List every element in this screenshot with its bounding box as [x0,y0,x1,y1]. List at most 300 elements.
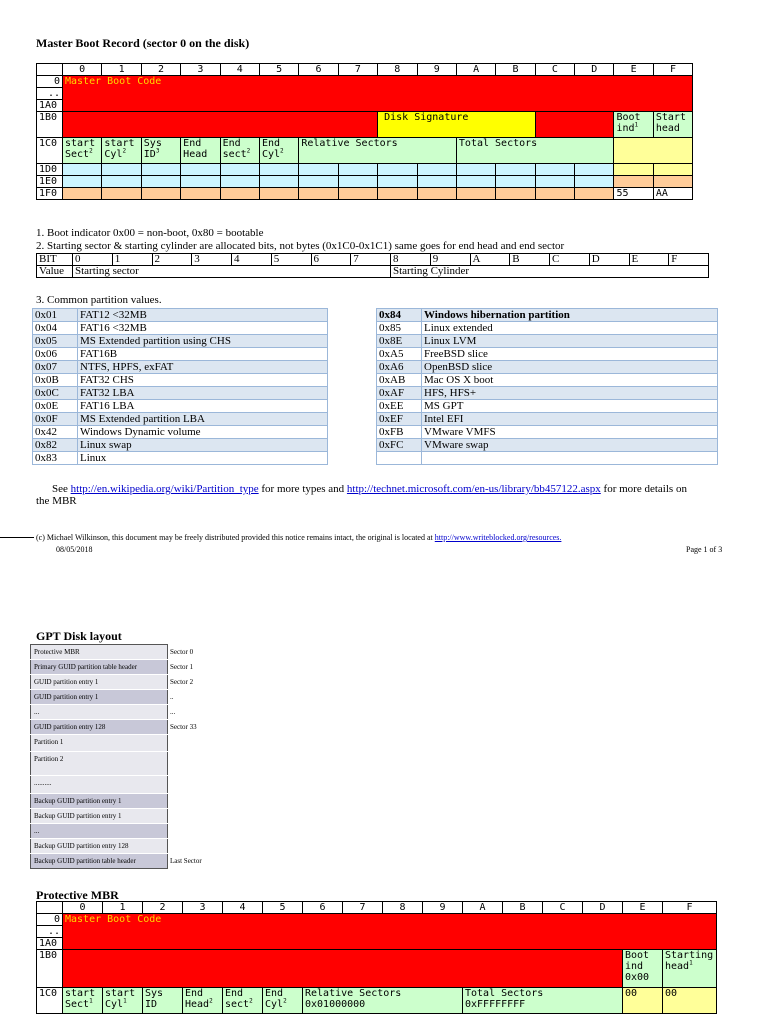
col-header: C [543,902,583,914]
bit-cell: A [470,254,510,266]
byte-cell [259,176,298,188]
byte-cell [378,176,417,188]
partition-row [377,374,718,387]
byte-cell [141,188,180,200]
byte-cell [456,164,495,176]
byte-cell [181,164,220,176]
gpt-row [31,809,205,824]
end-sect-cell: End sect$^2$ [220,138,259,164]
mbr-row-1e0 [37,176,693,188]
byte-cell [653,176,692,188]
partition-type: FAT16 <32MB [78,322,328,335]
protective-boot-code: Master Boot Code [63,914,717,950]
gpt-row [31,735,205,752]
bit-cell: 1 [112,254,152,266]
partition-code: 0x04 [33,322,78,335]
partition-type: Linux [78,452,328,465]
mbr-header-row [37,64,693,76]
protective-starting-head: Starting head$^1$ [663,950,717,988]
row-label: 1F0 [37,188,63,200]
partition-row [33,413,328,426]
gpt-sector-label: Sector 2 [168,675,205,690]
mbr-row-0 [37,76,693,88]
col-header: F [653,64,692,76]
pm-end-sect: End sect$^2$ [223,988,263,1014]
pm-end-head-label: End Head [185,988,210,1010]
gpt-block: Backup GUID partition entry 128 [31,839,168,854]
row-label: 1D0 [37,164,63,176]
partition-row [33,400,328,413]
col-header: A [463,902,503,914]
mbr-row-1f0 [37,188,693,200]
total-sectors-cell: Total Sectors [456,138,614,164]
start-sect-label: start Sect [65,138,96,160]
col-header: 3 [183,902,223,914]
see-mid: for more types and [258,483,347,495]
partition-row [377,348,718,361]
gpt-sector-label [168,776,205,794]
footer-notice [36,533,561,543]
boot-ind-cell: Boot ind$^1$ [614,112,653,138]
partition-table-left [32,308,328,465]
pm-next-00b: 00 [663,988,717,1014]
end-cyl-label: End Cyl [261,138,281,160]
gpt-row [31,690,205,705]
byte-cell [575,176,614,188]
pm-relative-sectors [303,988,463,1014]
pm-end-sect-label: End sect [225,988,250,1010]
signature-aa: AA [653,188,692,200]
protective-mbr-table [36,901,717,1014]
partition-type: FAT16 LBA [78,400,328,413]
byte-cell [299,188,338,200]
byte-cell [378,164,417,176]
byte-cell [338,176,377,188]
gpt-row [31,776,205,794]
partition-code: 0xEF [377,413,422,426]
bit-cell: E [629,254,669,266]
byte-cell [417,164,456,176]
see-end2: the MBR [36,495,77,507]
partition-type: FreeBSD slice [422,348,718,361]
partition-row [33,374,328,387]
mbr-title: Master Boot Record (sector 0 on the disk) [36,36,250,50]
col-header: 5 [263,902,303,914]
value-row [37,266,709,278]
partition-code: 0x0C [33,387,78,400]
byte-cell [456,188,495,200]
partition-row [377,322,718,335]
bit-cell: 9 [430,254,470,266]
row-label: 0 [37,914,63,926]
row-label: 1B0 [37,950,63,988]
note-2: 2. Starting sector & starting cylinder are allocated bits, not bytes (0x1C0-0x1C1) same goes for end head and end sector [36,240,565,252]
note-3-text: 3. Common partition values. [36,294,162,306]
gpt-block: Partition 1 [31,735,168,752]
col-header: D [583,902,623,914]
byte-cell [63,164,102,176]
col-header: 0 [63,64,102,76]
partition-table-right [376,308,718,465]
bit-cell: F [669,254,709,266]
partition-type: MS Extended partition LBA [78,413,328,426]
gpt-block: Backup GUID partition entry 1 [31,809,168,824]
byte-cell [417,188,456,200]
byte-cell [220,188,259,200]
col-header: 7 [343,902,383,914]
gpt-sector-label [168,752,205,776]
col-header: E [614,64,653,76]
col-header: 4 [223,902,263,914]
bit-cell: 3 [192,254,232,266]
partition-row [33,335,328,348]
partition-code: 0x84 [377,309,422,322]
partition-row [33,426,328,439]
partition-type: HFS, HFS+ [422,387,718,400]
partition-code: 0x42 [33,426,78,439]
technet-link[interactable]: http://technet.microsoft.com/en-us/library/bb457122.aspx [346,483,601,495]
gpt-sector-label [168,735,205,752]
byte-cell [614,164,653,176]
byte-cell [63,188,102,200]
byte-cell [299,164,338,176]
pm-total-sectors [463,988,623,1014]
gpt-row [31,854,205,869]
see-end: for more details on [600,483,687,495]
col-header: 6 [299,64,338,76]
bit-cell: D [589,254,629,266]
corner-cell [37,902,63,914]
partition-type [422,452,718,465]
pm-total-label: Total Sectors [465,988,544,999]
partition-type: NTFS, HPFS, exFAT [78,361,328,374]
byte-cell [220,176,259,188]
partition-row [33,452,328,465]
bit-cell: B [510,254,550,266]
bit-cell: C [550,254,590,266]
bit-cell: 4 [232,254,272,266]
partition-row [377,309,718,322]
gpt-sector-label [168,794,205,809]
partition-type: Intel EFI [422,413,718,426]
partition-type: Linux extended [422,322,718,335]
byte-cell [535,164,574,176]
byte-cell [575,164,614,176]
pm-relative-label: Relative Sectors [305,988,402,999]
byte-cell [102,164,141,176]
bit-table [36,253,709,278]
gpt-sector-label: Last Sector [168,854,205,869]
byte-cell [102,188,141,200]
byte-cell [141,164,180,176]
partition-type: VMware swap [422,439,718,452]
partition-type: FAT12 <32MB [78,309,328,322]
partition-code: 0xAF [377,387,422,400]
bit-row [37,254,709,266]
row-label: .. [37,88,63,100]
byte-cell [259,164,298,176]
partition-type: Windows Dynamic volume [78,426,328,439]
partition-type: Mac OS X boot [422,374,718,387]
partition-type: OpenBSD slice [422,361,718,374]
col-header: 1 [102,64,141,76]
boot-code-tail [63,112,378,138]
bit-cell: 0 [73,254,113,266]
bit-cell: 5 [271,254,311,266]
partition-code: 0x0E [33,400,78,413]
protective-title: Protective MBR [36,888,119,902]
gpt-sector-label: Sector 33 [168,720,205,735]
footer-date: 08/05/2018 [56,545,93,554]
partition-type: Linux LVM [422,335,718,348]
partition-code: 0x01 [33,309,78,322]
end-sect-label: End sect [222,138,247,160]
pm-total-value: 0xFFFFFFFF [465,999,526,1010]
partition-type: Windows hibernation partition [422,309,718,322]
disk-signature: Disk Signature [378,112,536,138]
partition-code: 0x85 [377,322,422,335]
writeblocked-link[interactable]: http://www.writeblocked.org/resources. [434,533,562,542]
bit-label: BIT [37,254,73,266]
gpt-sector-label [168,809,205,824]
partition-code: 0x8E [377,335,422,348]
partition-type: MS GPT [422,400,718,413]
byte-cell [338,188,377,200]
col-header: 4 [220,64,259,76]
boot-ind-label: Boot ind [616,112,641,134]
gpt-sector-label [168,824,205,839]
starting-head-label: Starting head [665,950,714,972]
protective-boot-ind: Boot ind 0x00 [623,950,663,988]
pm-start-sect-label: start Sect [65,988,96,1010]
row-label: 1E0 [37,176,63,188]
gpt-block: Backup GUID partition entry 1 [31,794,168,809]
gpt-block: .......... [31,776,168,794]
starting-cylinder: Starting Cylinder [391,266,709,278]
col-header: C [535,64,574,76]
partition-row [33,322,328,335]
col-header: 9 [417,64,456,76]
byte-cell [259,188,298,200]
col-header: A [456,64,495,76]
bit-cell: 2 [152,254,192,266]
partition-row [377,361,718,374]
partition-code: 0x82 [33,439,78,452]
gpt-row [31,660,205,675]
pm-start-cyl-label: start Cyl [105,988,136,1010]
gpt-block: Backup GUID partition table header [31,854,168,869]
wikipedia-link[interactable]: http://en.wikipedia.org/wiki/Partition_type [70,483,259,495]
pm-relative-value: 0x01000000 [305,999,366,1010]
mbr-row-1b0 [37,112,693,138]
pm-sys-id: Sys ID [143,988,183,1014]
col-header: E [623,902,663,914]
corner-cell [37,64,63,76]
partition-code: 0x0B [33,374,78,387]
see-text: See [52,483,71,495]
gpt-block: ... [31,705,168,720]
col-header: 2 [141,64,180,76]
partition-row [377,335,718,348]
relative-sectors-cell: Relative Sectors [299,138,457,164]
partition-row [377,400,718,413]
end-head-cell: End Head [181,138,220,164]
gpt-row [31,720,205,735]
col-header: 0 [63,902,103,914]
partition-code: 0xEE [377,400,422,413]
start-head-cell: Start head [653,112,692,138]
sys-id-label: Sys ID [143,138,162,160]
partition-row [33,309,328,322]
partition-row [377,413,718,426]
gpt-row [31,839,205,854]
byte-cell [102,176,141,188]
byte-cell [535,176,574,188]
byte-cell [535,188,574,200]
partition-code: 0xA5 [377,348,422,361]
note-3 [36,294,162,306]
col-header: 7 [338,64,377,76]
gpt-block: GUID partition entry 128 [31,720,168,735]
partition-row [377,452,718,465]
note-1: 1. Boot indicator 0x00 = non-boot, 0x80 = bootable [36,227,264,239]
footer-notice-text: (c) Michael Wilkinson, this document may be freely distributed provided this notice remains intact, the original is located at [36,533,435,542]
partition-row [377,439,718,452]
row-label: .. [37,926,63,938]
partition-type: VMware VMFS [422,426,718,439]
partition-row [33,439,328,452]
gpt-row [31,705,205,720]
byte-cell [575,188,614,200]
sys-id-cell: Sys $ID^3$ [141,138,180,164]
byte-cell [456,176,495,188]
pm-end-cyl-label: End Cyl [265,988,284,1010]
gpt-layout-table [30,644,205,869]
row-label: 1A0 [37,938,63,950]
footer-rule [0,537,34,538]
reserved-cell [535,112,614,138]
gpt-row [31,675,205,690]
byte-cell [338,164,377,176]
partition-type: FAT16B [78,348,328,361]
mbr-row-1c0 [37,138,693,164]
next-entry-cell [614,138,693,164]
row-label: 1B0 [37,112,63,138]
row-label: 1C0 [37,138,63,164]
value-label: Value [37,266,73,278]
partition-code: 0x06 [33,348,78,361]
partition-code: 0xA6 [377,361,422,374]
col-header: 1 [103,902,143,914]
col-header: B [496,64,535,76]
col-header: 8 [378,64,417,76]
protective-header-row [37,902,717,914]
partition-type: Linux swap [78,439,328,452]
partition-type: FAT32 LBA [78,387,328,400]
see-also [36,483,736,507]
pm-next-00a: 00 [623,988,663,1014]
gpt-block: GUID partition entry 1 [31,690,168,705]
byte-cell [496,164,535,176]
col-header: 8 [383,902,423,914]
pm-start-sect: start Sect$^1$ [63,988,103,1014]
gpt-block: Protective MBR [31,645,168,660]
col-header: 2 [143,902,183,914]
gpt-row [31,824,205,839]
end-cyl-cell: End Cyl$^2$ [259,138,298,164]
byte-cell [496,188,535,200]
pm-end-cyl: End Cyl$^2$ [263,988,303,1014]
partition-code: 0x07 [33,361,78,374]
partition-code: 0xFC [377,439,422,452]
partition-type: MS Extended partition using CHS [78,335,328,348]
byte-cell [299,176,338,188]
gpt-row [31,794,205,809]
gpt-block: ... [31,824,168,839]
gpt-sector-label: Sector 0 [168,645,205,660]
col-header: F [663,902,717,914]
partition-code: 0xFB [377,426,422,439]
byte-cell [653,164,692,176]
mbr-row-1d0 [37,164,693,176]
starting-sector: Starting sector [73,266,391,278]
col-header: 3 [181,64,220,76]
byte-cell [63,176,102,188]
pm-start-cyl: start Cyl$^1$ [103,988,143,1014]
byte-cell [614,176,653,188]
partition-code: 0x83 [33,452,78,465]
gpt-row [31,752,205,776]
row-label: 0 [37,76,63,88]
col-header: 5 [259,64,298,76]
byte-cell [378,188,417,200]
gpt-block: GUID partition entry 1 [31,675,168,690]
byte-cell [220,164,259,176]
col-header: B [503,902,543,914]
partition-row [377,387,718,400]
start-cyl-cell: start Cyl$^2$ [102,138,141,164]
partition-row [33,348,328,361]
partition-row [377,426,718,439]
col-header: D [575,64,614,76]
byte-cell [496,176,535,188]
protective-boot-tail [63,950,623,988]
gpt-sector-label: ... [168,705,205,720]
pm-end-head: End Head$^2$ [183,988,223,1014]
partition-code: 0x0F [33,413,78,426]
mbr-table [36,63,693,200]
byte-cell [181,176,220,188]
partition-row [33,361,328,374]
byte-cell [417,176,456,188]
partition-type: FAT32 CHS [78,374,328,387]
bit-cell: 6 [311,254,351,266]
row-label: 1C0 [37,988,63,1014]
gpt-title: GPT Disk layout [36,629,122,643]
gpt-row [31,645,205,660]
col-header: 9 [423,902,463,914]
byte-cell [181,188,220,200]
byte-cell [141,176,180,188]
row-label: 1A0 [37,100,63,112]
partition-code [377,452,422,465]
bit-cell: 7 [351,254,391,266]
page-number: Page 1 of 3 [686,545,723,554]
bit-cell: 8 [391,254,431,266]
partition-row [33,387,328,400]
master-boot-code: Master Boot Code [63,76,693,112]
signature-55: 55 [614,188,653,200]
